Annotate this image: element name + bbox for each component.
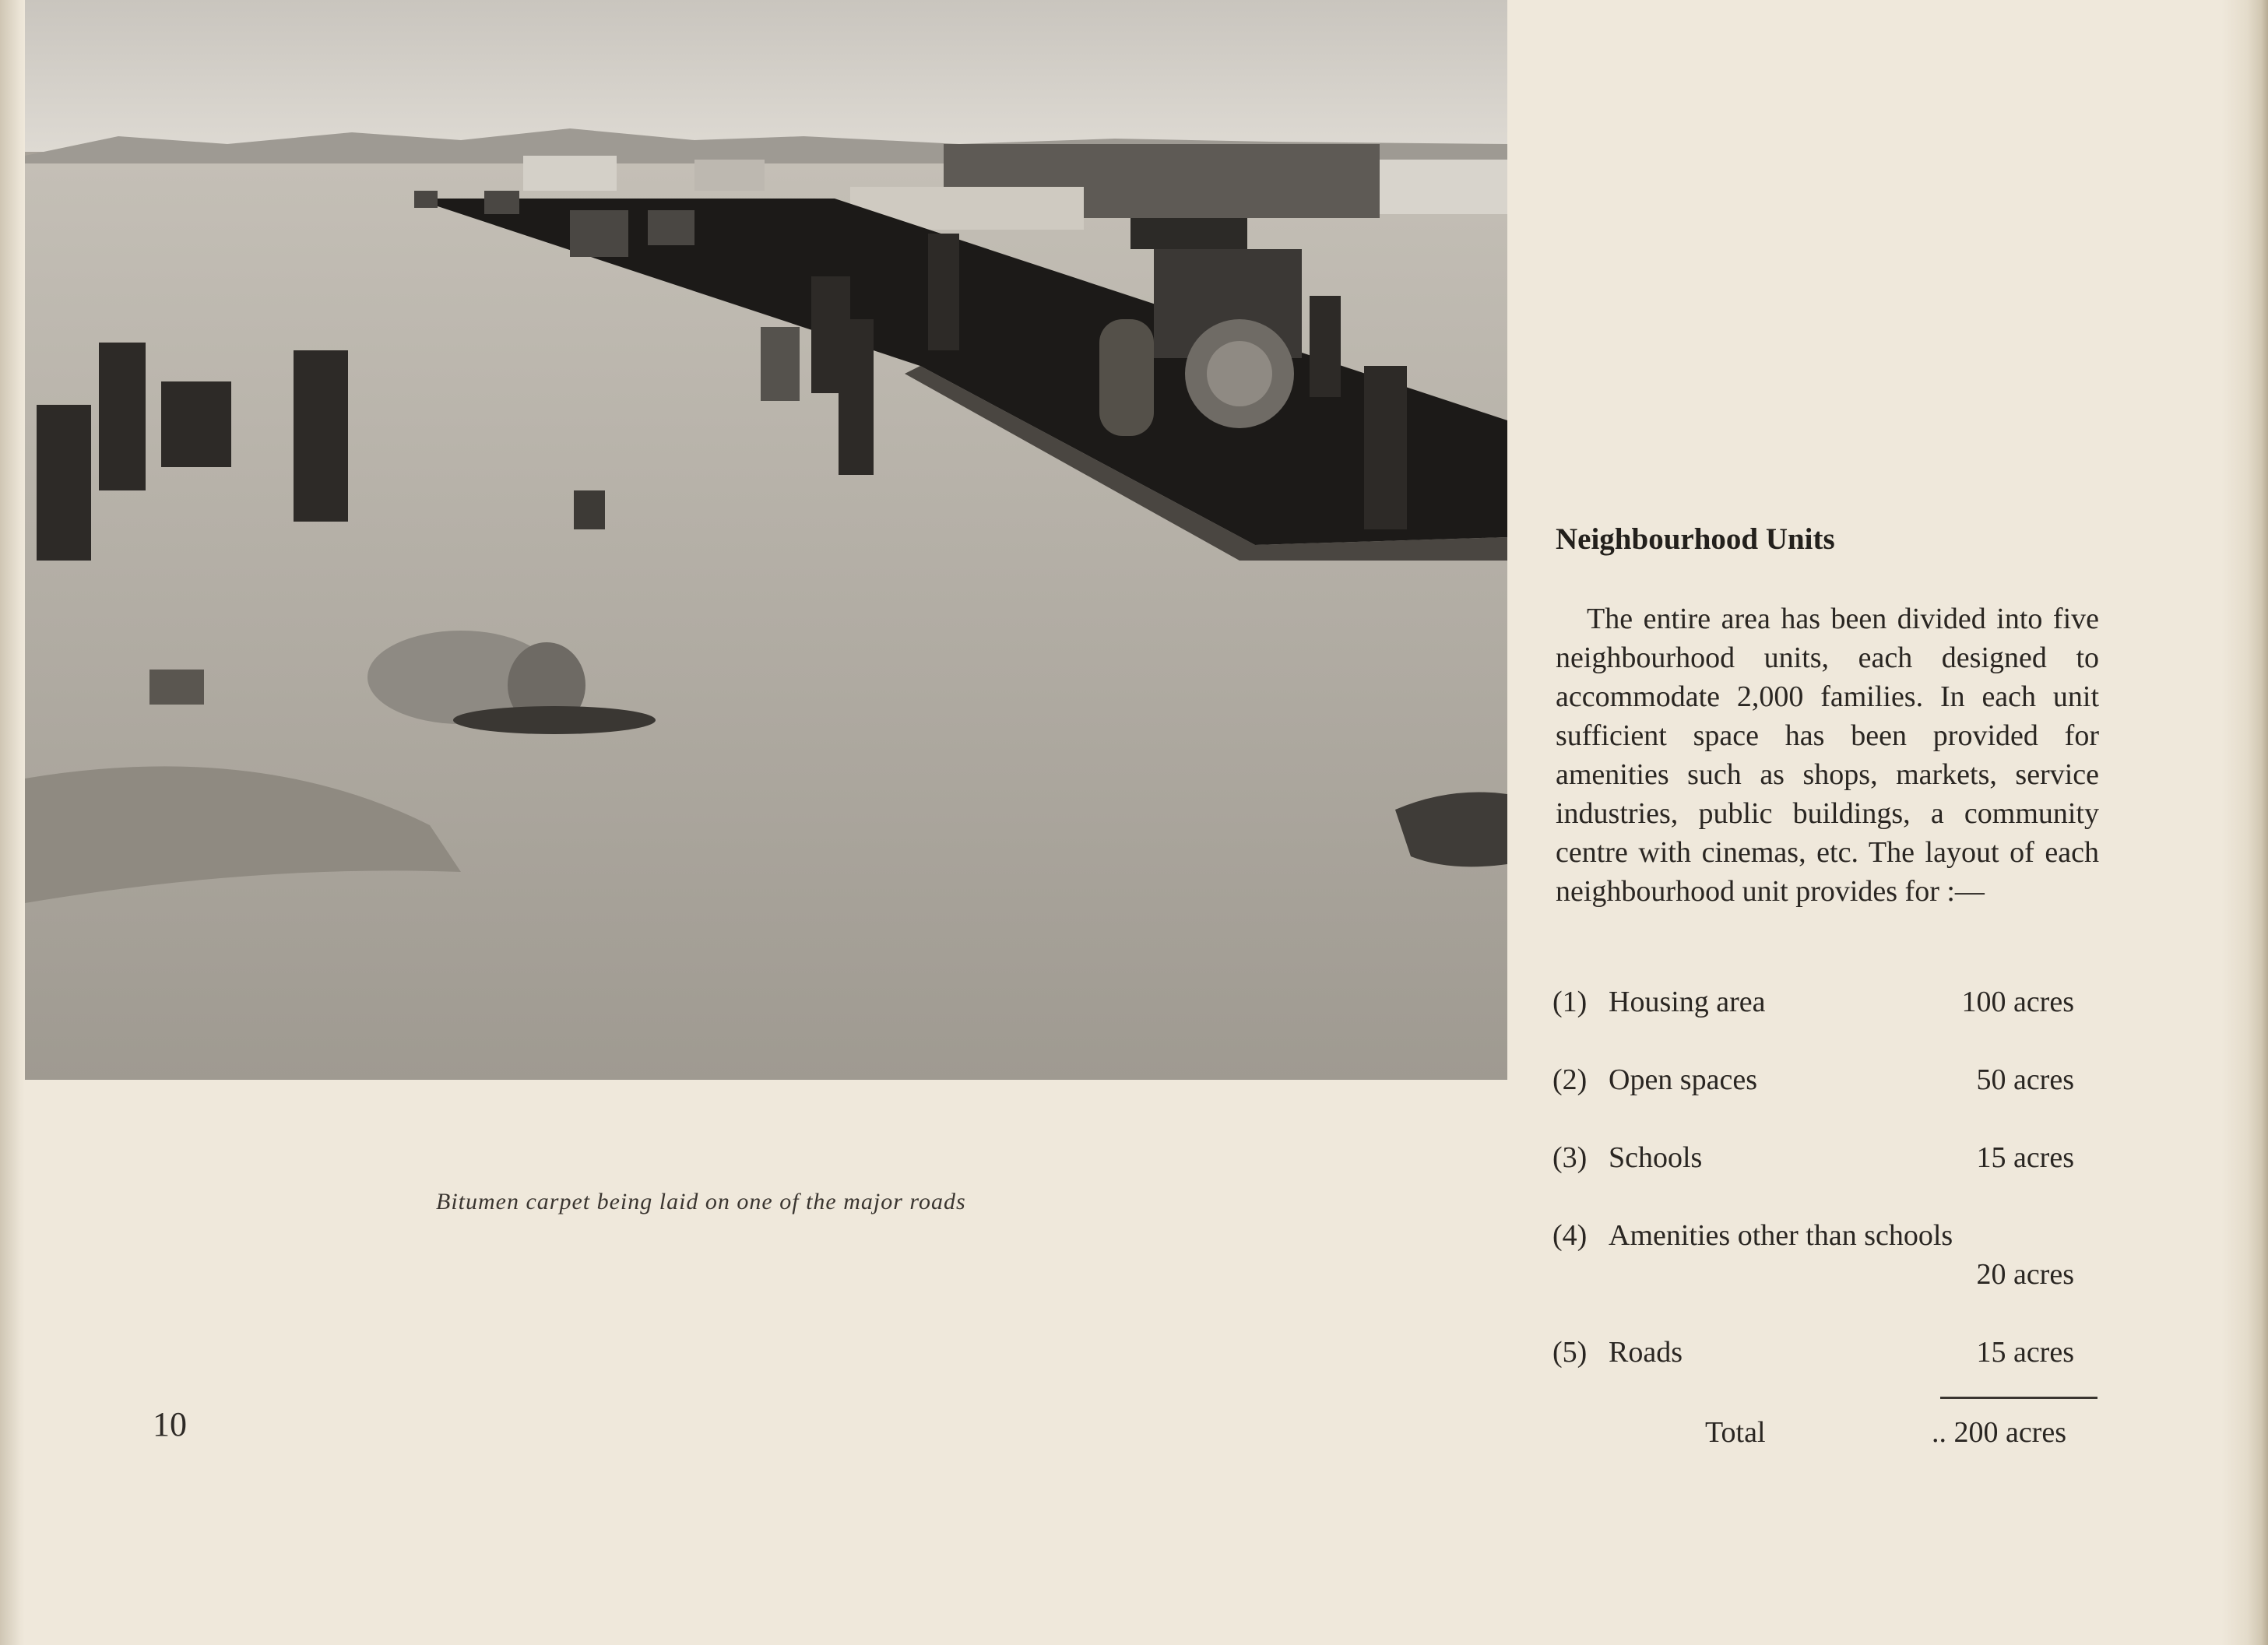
item-number: (3) — [1552, 1141, 1588, 1174]
item-number: (4) — [1552, 1219, 1588, 1252]
item-value: 15 acres — [1976, 1336, 2074, 1369]
road-construction-photo — [25, 0, 1507, 1080]
list-item — [1552, 1216, 2097, 1333]
building — [523, 156, 617, 191]
building — [1380, 160, 1507, 214]
paragraph-text: The entire area has been divided into five neighbourhood units, each designed to accommodate 2,000 families. In each unit sufficient space has been provided for amenities such as shops, markets, service industries, public buildings, a community centre with cinemas, etc. The layout of each neighbourhood unit provides for :— — [1556, 603, 2099, 908]
item-number: (5) — [1552, 1336, 1588, 1369]
photo-caption: Bitumen carpet being laid on one of the major roads — [436, 1189, 966, 1214]
item-label: Amenities other than schools — [1609, 1219, 1953, 1252]
total-value — [1932, 1413, 2066, 1452]
item-value: 50 acres — [1976, 1063, 2074, 1096]
list-item — [1552, 982, 2097, 1060]
right-page-edge — [2221, 0, 2268, 1645]
page-number: 10 — [153, 1405, 187, 1443]
item-value: 15 acres — [1976, 1141, 2074, 1174]
total-dots: .. — [1931, 1416, 1946, 1449]
list-item — [1552, 1138, 2097, 1216]
list-item — [1552, 1333, 2097, 1411]
item-label: Schools — [1609, 1141, 1703, 1174]
total-label: Total — [1705, 1416, 1766, 1449]
item-label: Open spaces — [1609, 1063, 1757, 1096]
list-item — [1552, 1060, 2097, 1138]
barrel-shadow — [453, 706, 656, 734]
item-value: 100 acres — [1961, 986, 2074, 1018]
total-row — [1552, 1413, 2097, 1452]
total-amount: 200 acres — [1953, 1416, 2066, 1449]
section-heading: Neighbourhood Units — [1556, 522, 1835, 556]
item-number: (1) — [1552, 986, 1588, 1018]
item-value: 20 acres — [1976, 1258, 2074, 1291]
item-label: Roads — [1609, 1336, 1683, 1369]
left-page-edge — [0, 0, 25, 1645]
oil-patch — [1395, 793, 1507, 867]
item-number: (2) — [1552, 1063, 1588, 1096]
allocation-list — [1552, 982, 2097, 1411]
sky — [25, 0, 1507, 152]
total-rule — [1940, 1397, 2097, 1399]
item-label: Housing area — [1609, 986, 1766, 1018]
building — [694, 160, 765, 191]
section-paragraph — [1556, 599, 2099, 911]
photo-illustration — [25, 0, 1507, 1080]
